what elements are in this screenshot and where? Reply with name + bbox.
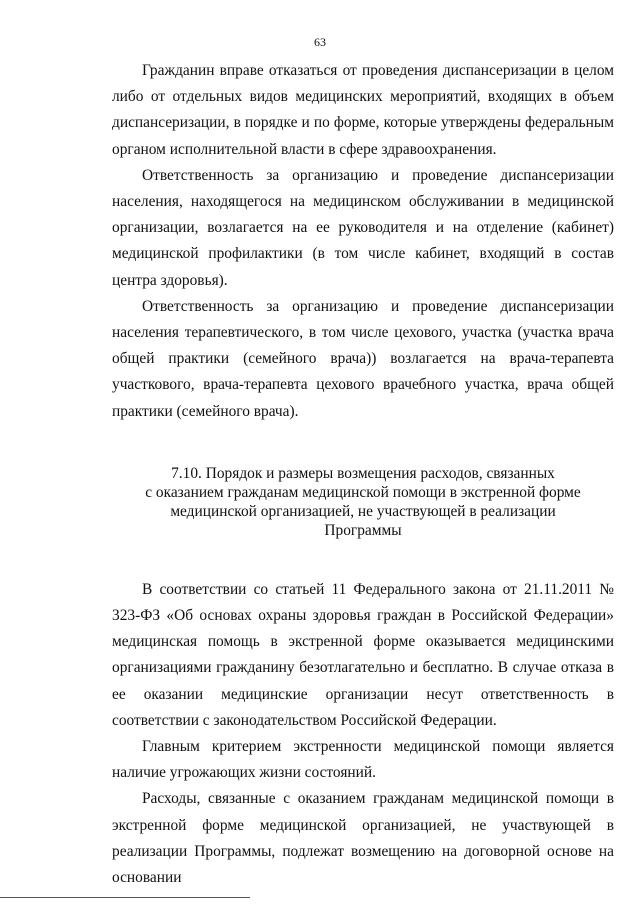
document-body: [112, 58, 614, 891]
paragraph-main-criterion: Главным критерием экстренности медицинской помощи является наличие угрожающих жизни состояний.: [112, 738, 614, 782]
section-heading-line: 7.10. Порядок и размеры возмещения расходов, связанных: [171, 464, 555, 482]
page-number: 63: [314, 35, 326, 49]
paragraph-responsibility-therapist: Ответственность за организацию и проведение диспансеризации населения терапевтического, в том числе цехового, участка (участка врача общей практики (семейного врача)) возлагается на врача-терапевта участкового, врача-терапевта цехового врачебного участка, врача общей практики (семейного врача).: [112, 297, 614, 420]
section-heading: [112, 464, 614, 540]
paragraph-responsibility-organization: Ответственность за организацию и проведение диспансеризации населения, находящегося на медицинском обслуживании в медицинской организации, возлагается на ее руководителя и на отделение (кабинет) медицинской профилактики (в том числе кабинет, входящий в состав центра здоровья).: [112, 166, 614, 289]
paragraph-federal-law: В соответствии со статьей 11 Федерального закона от 21.11.2011 № 323-ФЗ «Об основах охраны здоровья граждан в Российской Федерации» медицинская помощь в экстренной форме оказывается медицинскими организациями гражданину безотлагательно и бесплатно. В случае отказа в ее оказании медицинские организации несут ответственность в соответствии с законодательством Российской Федерации.: [112, 580, 614, 729]
footer-rule: [0, 897, 250, 898]
section-heading-line: Программы: [324, 521, 402, 539]
paragraph-refusal: Гражданин вправе отказаться от проведения диспансеризации в целом либо от отдельных видов медицинских мероприятий, входящих в объем диспансеризации, в порядке и по форме, которые утверждены федеральным органом исполнительной власти в сфере здравоохранения.: [112, 62, 614, 158]
section-heading-line: медицинской организацией, не участвующей в реализации: [170, 502, 556, 520]
section-heading-line: с оказанием гражданам медицинской помощи в экстренной форме: [145, 483, 581, 501]
paragraph-expenses: Расходы, связанные с оказанием гражданам медицинской помощи в экстренной форме медицинской организацией, не участвующей в реализации Программы, подлежат возмещению на договорной основе на основании: [112, 790, 614, 887]
